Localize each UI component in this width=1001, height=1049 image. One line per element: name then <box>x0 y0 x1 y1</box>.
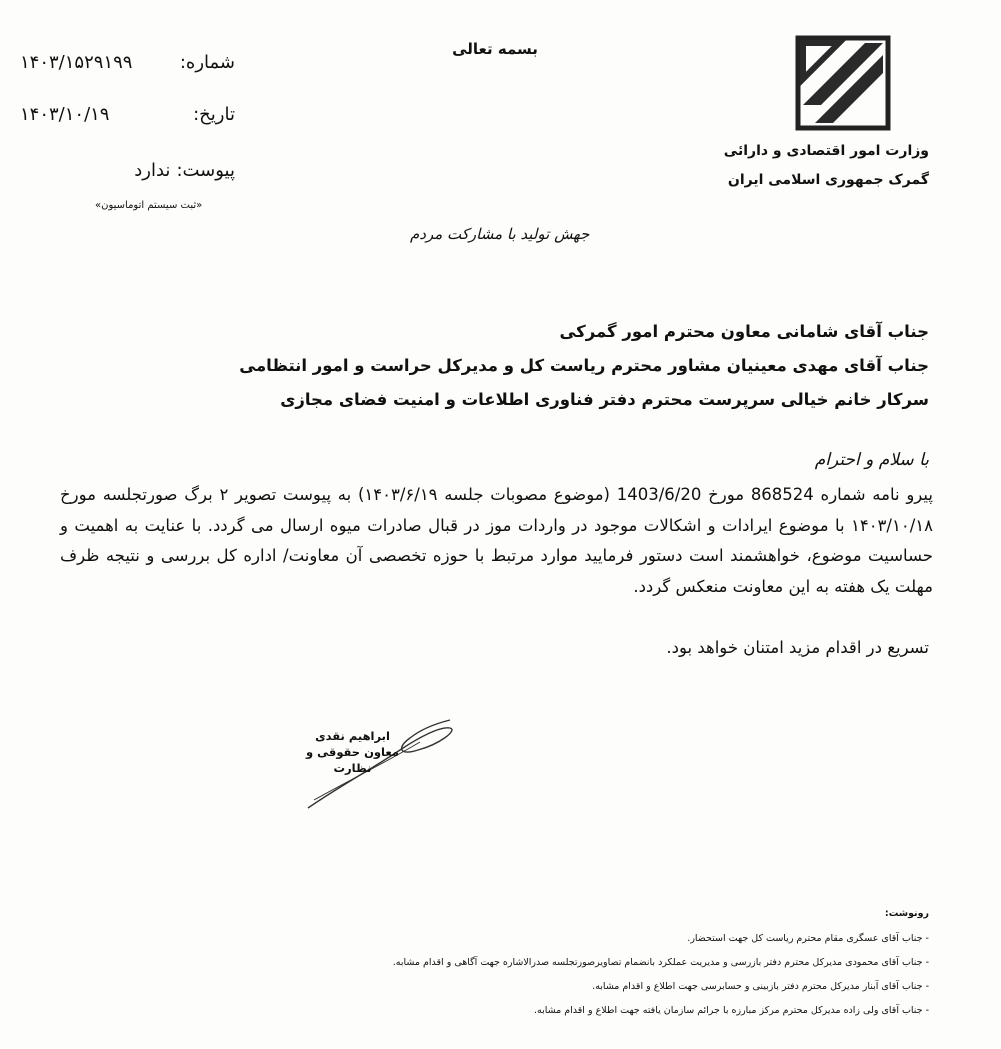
number-label: شماره: <box>179 52 235 73</box>
attachment-label: پیوست: <box>176 160 235 181</box>
signatory-title: معاون حقوقی و نظارت <box>306 745 399 775</box>
signatory-name: ابراهیم نقدی <box>315 729 390 743</box>
letter-number <box>20 52 235 73</box>
letter-attachment <box>20 160 235 181</box>
greeting: با سلام و احترام <box>814 450 929 470</box>
recipients <box>229 315 929 417</box>
copy-item: - جناب آقای ولی زاده مدیرکل محترم مرکز مبارزه با جرائم سازمان یافته جهت اطلاع و اقدام مشابه. <box>534 1005 929 1016</box>
attachment-value: ندارد <box>134 160 171 181</box>
date-label: تاریخ: <box>193 104 235 125</box>
letter-body <box>60 480 933 602</box>
recipient-2: جناب آقای مهدی معینیان مشاور محترم ریاست کل و مدیرکل حراست و امور انتظامی <box>239 356 929 375</box>
closing-line: تسریع در اقدام مزید امتنان خواهد بود. <box>666 638 929 657</box>
copies-title: رونوشت: <box>884 908 929 919</box>
basmala: بسمه تعالی <box>452 40 538 58</box>
slogan: جهش تولید با مشارکت مردم <box>410 225 590 243</box>
date-value: ۱۴۰۳/۱۰/۱۹ <box>20 104 110 125</box>
copy-item: - جناب آقای عسگری مقام محترم ریاست کل جهت استحضار. <box>687 933 929 944</box>
recipient-3: سرکار خانم خیالی سرپرست محترم دفتر فناوری اطلاعات و امنیت فضای مجازی <box>280 390 929 409</box>
letter-date <box>20 104 235 125</box>
auto-registration-note: «ثبت سیستم اتوماسیون» <box>95 200 203 211</box>
body-paragraph: پیرو نامه شماره 868524 مورخ 1403/6/20 (موضوع مصوبات جلسه ۱۴۰۳/۶/۱۹) به پیوست تصویر ۲ برگ صورتجلسه مورخ ۱۴۰۳/۱۰/۱۸ با موضوع ایرادات و اشکالات موجود در واردات موز در قبال صادرات میوه ارسال می گردد. با عنایت به اهمیت و حساسیت موضوع، خواهشمند است دستور فرمایید موارد مرتبط با حوزه تخصصی آن معاونت/ اداره کل بررسی و نتیجه ظرف مهلت یک هفته به این معاونت منعکس گردد. <box>60 485 933 596</box>
organization-line2: گمرک جمهوری اسلامی ایران <box>727 172 929 188</box>
recipient-1: جناب آقای شامانی معاون محترم امور گمرکی <box>559 322 929 341</box>
number-value: ۱۴۰۳/۱۵۲۹۱۹۹ <box>20 52 133 73</box>
copy-item: - جناب آقای آبنار مدیرکل محترم دفتر بازبینی و حسابرسی جهت اطلاع و اقدام مشابه. <box>592 981 929 992</box>
copies-section <box>229 908 929 1023</box>
copy-item: - جناب آقای محمودی مدیرکل محترم دفتر بازرسی و مدیریت عملکرد بانضمام تصاویرصورتجلسه صدرالاشاره جهت آگاهی و اقدام مشابه. <box>392 957 929 968</box>
customs-emblem-icon <box>795 35 891 131</box>
signatory <box>300 728 405 776</box>
organization-line1: وزارت امور اقتصادی و دارائی <box>723 143 929 159</box>
